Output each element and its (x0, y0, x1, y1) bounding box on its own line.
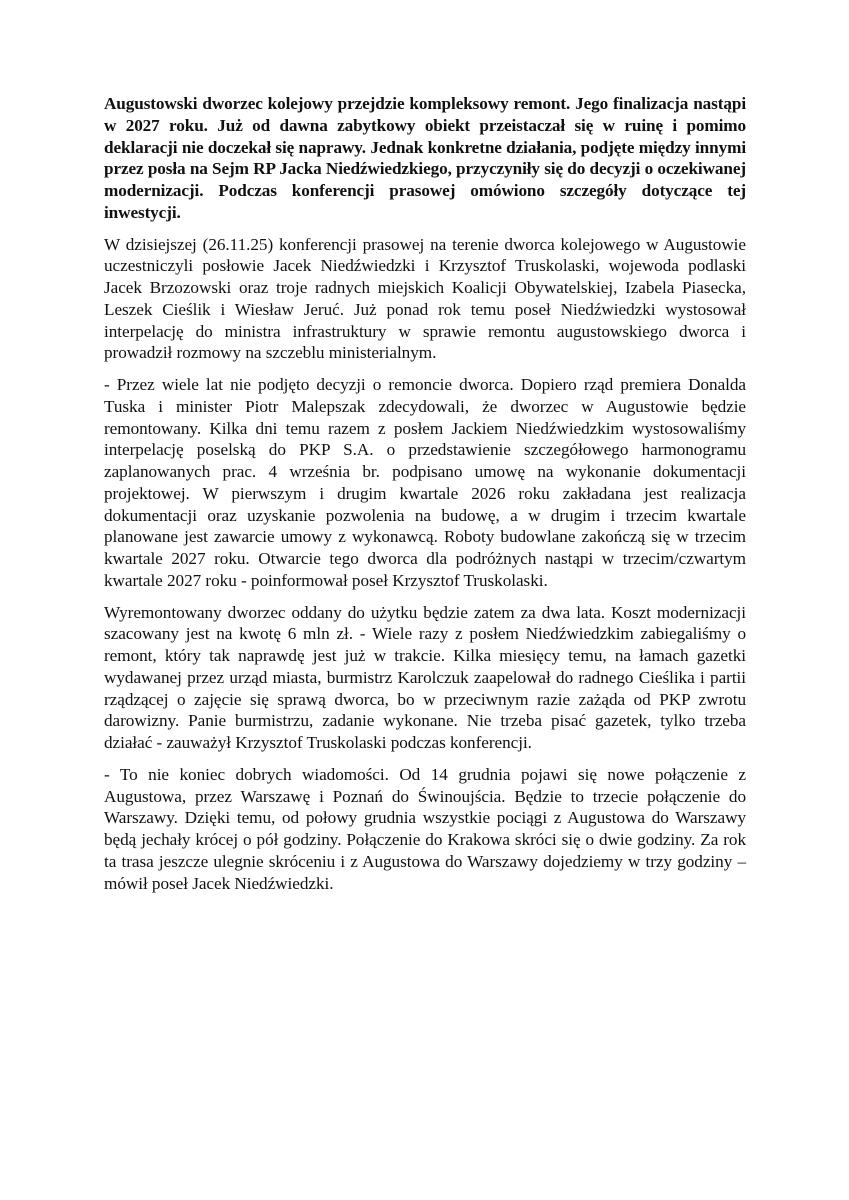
article-lead: Augustowski dworzec kolejowy przejdzie kompleksowy remont. Jego finalizacja nastąpi w 2027 roku. Już od dawna zabytkowy obiekt przeistaczał się w ruinę i pomimo deklaracji nie doczekał się naprawy. Jednak konkretne działania, podjęte między innymi przez posła na Sejm RP Jacka Niedźwiedzkiego, przyczyniły się do decyzji o oczekiwanej modernizacji. Podczas konferencji prasowej omówiono szczegóły dotyczące tej inwestycji. (104, 94, 746, 222)
document-page (104, 93, 746, 904)
article-paragraph-niedzwiedzki-quote: - To nie koniec dobrych wiadomości. Od 14 grudnia pojawi się nowe połączenie z Augustowa, przez Warszawę i Poznań do Świnoujścia. Będzie to trzecie połączenie do Warszawy. Dzięki temu, od połowy grudnia wszystkie pociągi z Augustowa do Warszawy będą jechały krócej o pół godziny. Połączenie do Krakowa skróci się o dwie godziny. Za rok ta trasa jeszcze ulegnie skróceniu i z Augustowa do Warszawy dojedziemy w trzy godziny – mówił poseł Jacek Niedźwiedzki. (104, 764, 746, 893)
article-paragraph-conference: W dzisiejszej (26.11.25) konferencji prasowej na terenie dworca kolejowego w Augustowie uczestniczyli posłowie Jacek Niedźwiedzki i Krzysztof Truskolaski, wojewoda podlaski Jacek Brzozowski oraz troje radnych miejskich Koalicji Obywatelskiej, Izabela Piasecka, Leszek Cieślik i Wiesław Jeruć. Już ponad rok temu poseł Niedźwiedzki wystosował interpelację do ministra infrastruktury w sprawie remontu augustowskiego dworca i prowadził rozmowy na szczeblu ministerialnym. (104, 234, 746, 363)
article-paragraph-cost: Wyremontowany dworzec oddany do użytku będzie zatem za dwa lata. Koszt modernizacji szacowany jest na kwotę 6 mln zł. - Wiele razy z posłem Niedźwiedzkim zabiegaliśmy o remont, który tak naprawdę jest już w trakcie. Kilka miesięcy temu, na łamach gazetki wydawanej przez urząd miasta, burmistrz Karolczuk zaapelował do radnego Cieślika i partii rządzącej o zajęcie się sprawą dworca, bo w przeciwnym razie zażąda od PKP zwrotu darowizny. Panie burmistrzu, zadanie wykonane. Nie trzeba pisać gazetek, tylko trzeba działać - zauważył Krzysztof Truskolaski podczas konferencji. (104, 602, 746, 752)
article-paragraph-truskolaski-quote: - Przez wiele lat nie podjęto decyzji o remoncie dworca. Dopiero rząd premiera Donalda Tuska i minister Piotr Malepszak zdecydowali, że dworzec w Augustowie będzie remontowany. Kilka dni temu razem z posłem Jackiem Niedźwiedzkim wystosowaliśmy interpelację poselską do PKP S.A. o przedstawienie szczegółowego harmonogramu zaplanowanych prac. 4 września br. podpisano umowę na wykonanie dokumentacji projektowej. W pierwszym i drugim kwartale 2026 roku zakładana jest realizacja dokumentacji oraz uzyskanie pozwolenia na budowę, a w drugim i trzecim kwartale planowane jest zawarcie umowy z wykonawcą. Roboty budowlane zakończą się w trzecim kwartale 2027 roku. Otwarcie tego dworca dla podróżnych nastąpi w trzecim/czwartym kwartale 2027 roku - poinformował poseł Krzysztof Truskolaski. (104, 375, 746, 590)
